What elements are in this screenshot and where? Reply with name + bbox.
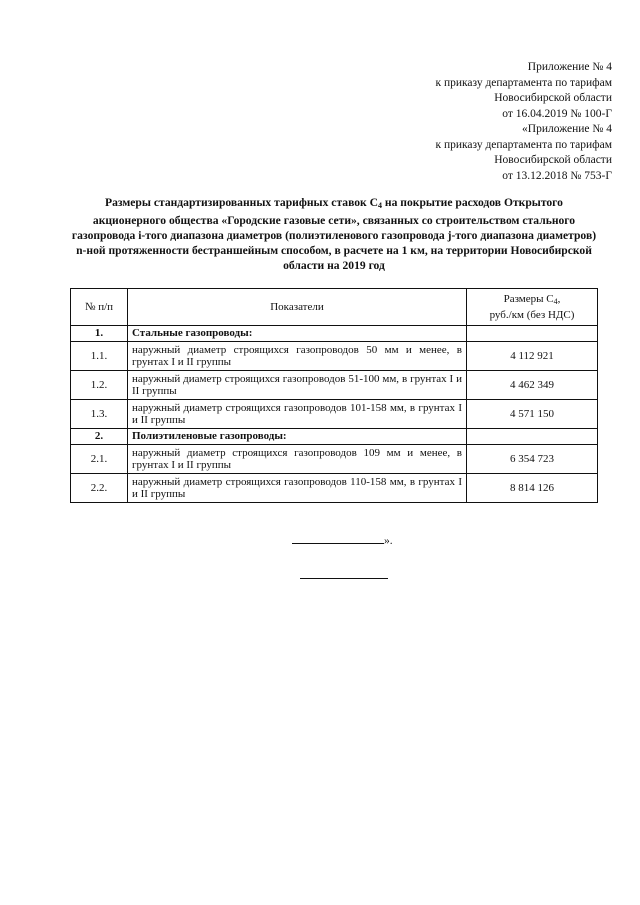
- row-value: 4 462 349: [467, 371, 598, 400]
- title-part2: на покрытие расходов Открытого акционерного общества «Городские газовые сети», связанных со строительством стального газопровода i-того диапазона диаметров (полиэтиленового газопровода j-того диапазона диаметров) n-ной протяженности бестраншейным способом, в расчете на 1 км, на территории Новосибирской области на 2019 год: [71, 196, 597, 272]
- section-num: 2.: [71, 429, 128, 445]
- table-row: [71, 474, 598, 503]
- table-row: [71, 445, 598, 474]
- header-line: от 13.12.2018 № 753-Г: [502, 169, 612, 182]
- header-indicator: Показатели: [128, 289, 467, 326]
- header-line: к приказу департамента по тарифам: [435, 138, 612, 151]
- row-num: 2.1.: [71, 445, 128, 474]
- closing-suffix: ».: [384, 535, 393, 547]
- row-value: 8 814 126: [467, 474, 598, 503]
- section-value: [467, 429, 598, 445]
- row-value: 6 354 723: [467, 445, 598, 474]
- section-num: 1.: [71, 326, 128, 342]
- closing-line: [292, 533, 393, 547]
- header-line: Новосибирской области: [494, 92, 612, 104]
- table-row: [71, 371, 598, 400]
- header-value-b: ,: [557, 293, 561, 305]
- row-text: наружный диаметр строящихся газопроводов 50 мм и менее, в грунтах I и II группы: [128, 342, 467, 371]
- table-header-row: [71, 289, 598, 326]
- header-value: [467, 289, 598, 326]
- header-value-sub: 4: [553, 297, 558, 306]
- header-line: к приказу департамента по тарифам: [435, 76, 612, 89]
- row-num: 1.1.: [71, 342, 128, 371]
- header-value-unit: руб./км (без НДС): [489, 308, 575, 321]
- section-row: [71, 326, 598, 342]
- end-divider: [300, 578, 388, 579]
- row-num: 1.2.: [71, 371, 128, 400]
- row-text: наружный диаметр строящихся газопроводов 110-158 мм, в грунтах I и II группы: [128, 474, 467, 503]
- header-num: № п/п: [71, 289, 128, 326]
- header-line: Приложение № 4: [527, 61, 612, 73]
- row-text: наружный диаметр строящихся газопроводов 101-158 мм, в грунтах I и II группы: [128, 400, 467, 429]
- header-line: «Приложение № 4: [522, 123, 612, 135]
- row-text: наружный диаметр строящихся газопроводов 109 мм и менее, в грунтах I и II группы: [128, 445, 467, 474]
- row-num: 2.2.: [71, 474, 128, 503]
- table-row: [71, 342, 598, 371]
- header-value-a: Размеры C: [503, 293, 554, 305]
- row-num: 1.3.: [71, 400, 128, 429]
- appendix-header: [435, 60, 612, 184]
- row-text: наружный диаметр строящихся газопроводов 51-100 мм, в грунтах I и II группы: [128, 371, 467, 400]
- table-row: [71, 400, 598, 429]
- title-part1: Размеры стандартизированных тарифных ставок C: [105, 196, 379, 209]
- tariff-table: [70, 288, 598, 503]
- row-value: 4 112 921: [467, 342, 598, 371]
- title-subscript: 4: [378, 201, 383, 210]
- header-line: Новосибирской области: [494, 154, 612, 166]
- signature-underline: [292, 533, 384, 544]
- document-title: [70, 195, 598, 273]
- section-label: Стальные газопроводы:: [128, 326, 467, 342]
- section-label: Полиэтиленовые газопроводы:: [128, 429, 467, 445]
- row-value: 4 571 150: [467, 400, 598, 429]
- section-value: [467, 326, 598, 342]
- header-line: от 16.04.2019 № 100-Г: [502, 107, 612, 120]
- section-row: [71, 429, 598, 445]
